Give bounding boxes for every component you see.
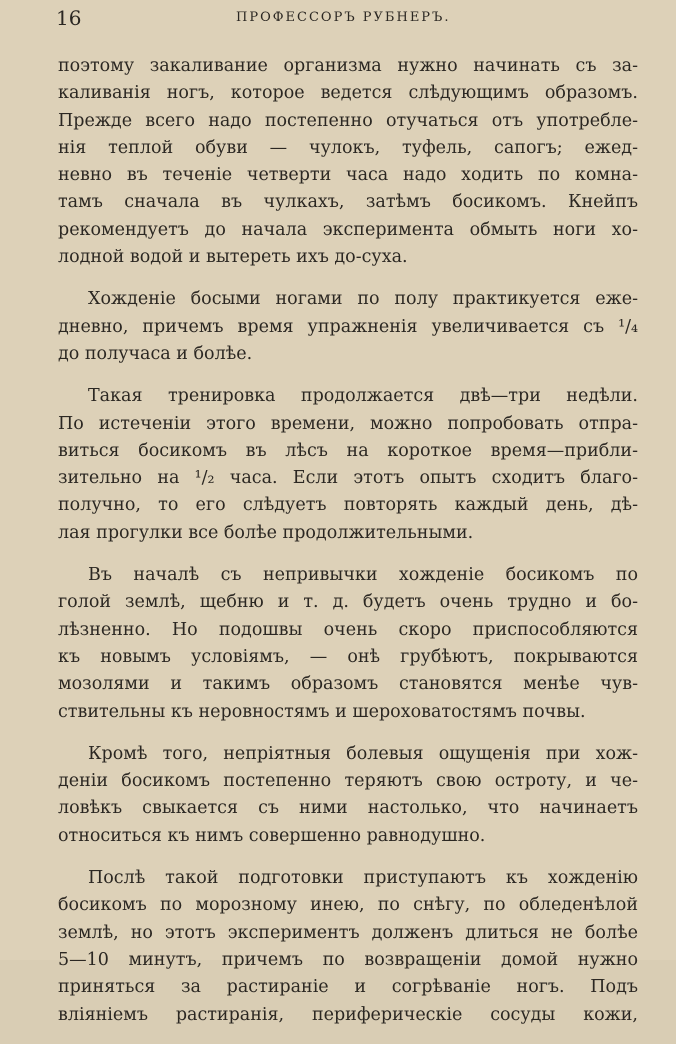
text-line: босикомъ по морозному инею, по снѣгу, по обледенѣлой	[58, 895, 638, 916]
text-line: лодной водой и вытереть ихъ до-суха.	[58, 247, 408, 268]
text-line: относиться къ нимъ совершенно равнодушно.	[58, 825, 486, 846]
text-line: каливанія ногъ, которое ведется слѣдующимъ образомъ.	[58, 83, 638, 104]
text-line: лѣзненно. Но подошвы очень скоро приспособляются	[58, 619, 638, 640]
text-line: Послѣ такой подготовки приступаютъ къ хожденію	[88, 868, 638, 889]
paragraph	[58, 562, 638, 726]
text-line: Такая тренировка продолжается двѣ—три недѣли.	[88, 386, 638, 407]
paragraph	[58, 286, 638, 368]
text-line: рекомендуетъ до начала эксперимента обмыть ноги хо-	[58, 219, 638, 240]
paragraph	[58, 383, 638, 547]
text-line: виться босикомъ въ лѣсъ на короткое время—прибли-	[58, 440, 638, 461]
text-line: По истеченіи этого времени, можно попробовать отпра-	[58, 413, 638, 434]
text-line: поэтому закаливание организма нужно начинать съ за-	[58, 56, 638, 76]
text-line: ствительны къ неровностямъ и шероховатостямъ почвы.	[58, 701, 586, 722]
page-header	[56, 6, 636, 34]
text-line: зительно на ¹/₂ часа. Если этотъ опытъ сходитъ благо-	[58, 468, 638, 489]
text-line: къ новымъ условіямъ, — онѣ грубѣютъ, покрываются	[58, 646, 638, 667]
text-line: Въ началѣ съ непривычки хожденіе босикомъ по	[88, 565, 638, 586]
text-line: 5—10 минутъ, причемъ по возвращеніи домой нужно	[58, 949, 638, 970]
text-line: землѣ, но этотъ экспериментъ долженъ длиться не болѣе	[58, 922, 638, 943]
text-line: вліяніемъ растиранія, периферическіе сосуды кожи,	[58, 1004, 638, 1025]
text-line: Прежде всего надо постепенно отучаться отъ употребле-	[58, 110, 638, 131]
text-line: тамъ сначала въ чулкахъ, затѣмъ босикомъ. Кнейпъ	[58, 192, 638, 213]
text-line: приняться за растираніе и согрѣваніе ногъ. Подъ	[58, 977, 638, 998]
body-text	[58, 53, 638, 1044]
text-line: невно въ теченіе четверти часа надо ходить по комна-	[58, 165, 638, 186]
text-line: голой землѣ, щебню и т. д. будетъ очень трудно и бо-	[58, 592, 638, 613]
text-line: дневно, причемъ время упражненія увеличивается съ ¹/₄	[58, 316, 638, 337]
text-line: Хожденіе босыми ногами по полу практикуется еже-	[88, 289, 638, 310]
text-line: деніи босикомъ постепенно теряютъ свою остроту, и че-	[58, 771, 638, 792]
text-line: мозолями и такимъ образомъ становятся менѣе чув-	[58, 674, 638, 695]
paragraph	[58, 865, 638, 1029]
running-head: ПРОФЕССОРЪ РУБНЕРЪ.	[236, 10, 451, 25]
paragraph	[58, 53, 638, 271]
page-number: 16	[56, 6, 82, 30]
text-line: лая прогулки все болѣе продолжительными.	[58, 522, 474, 543]
text-line: нія теплой обуви — чулокъ, туфель, сапогъ; ежед-	[58, 137, 638, 158]
text-line: до получаса и болѣе.	[58, 343, 253, 364]
text-line: Кромѣ того, непріятныя болевыя ощущенія при хож-	[88, 743, 638, 764]
text-line: ловѣкъ свыкается съ ними настолько, что начинаетъ	[58, 798, 638, 819]
text-line: получно, то его слѣдуетъ повторять каждый день, дѣ-	[58, 495, 638, 516]
paragraph	[58, 741, 638, 850]
